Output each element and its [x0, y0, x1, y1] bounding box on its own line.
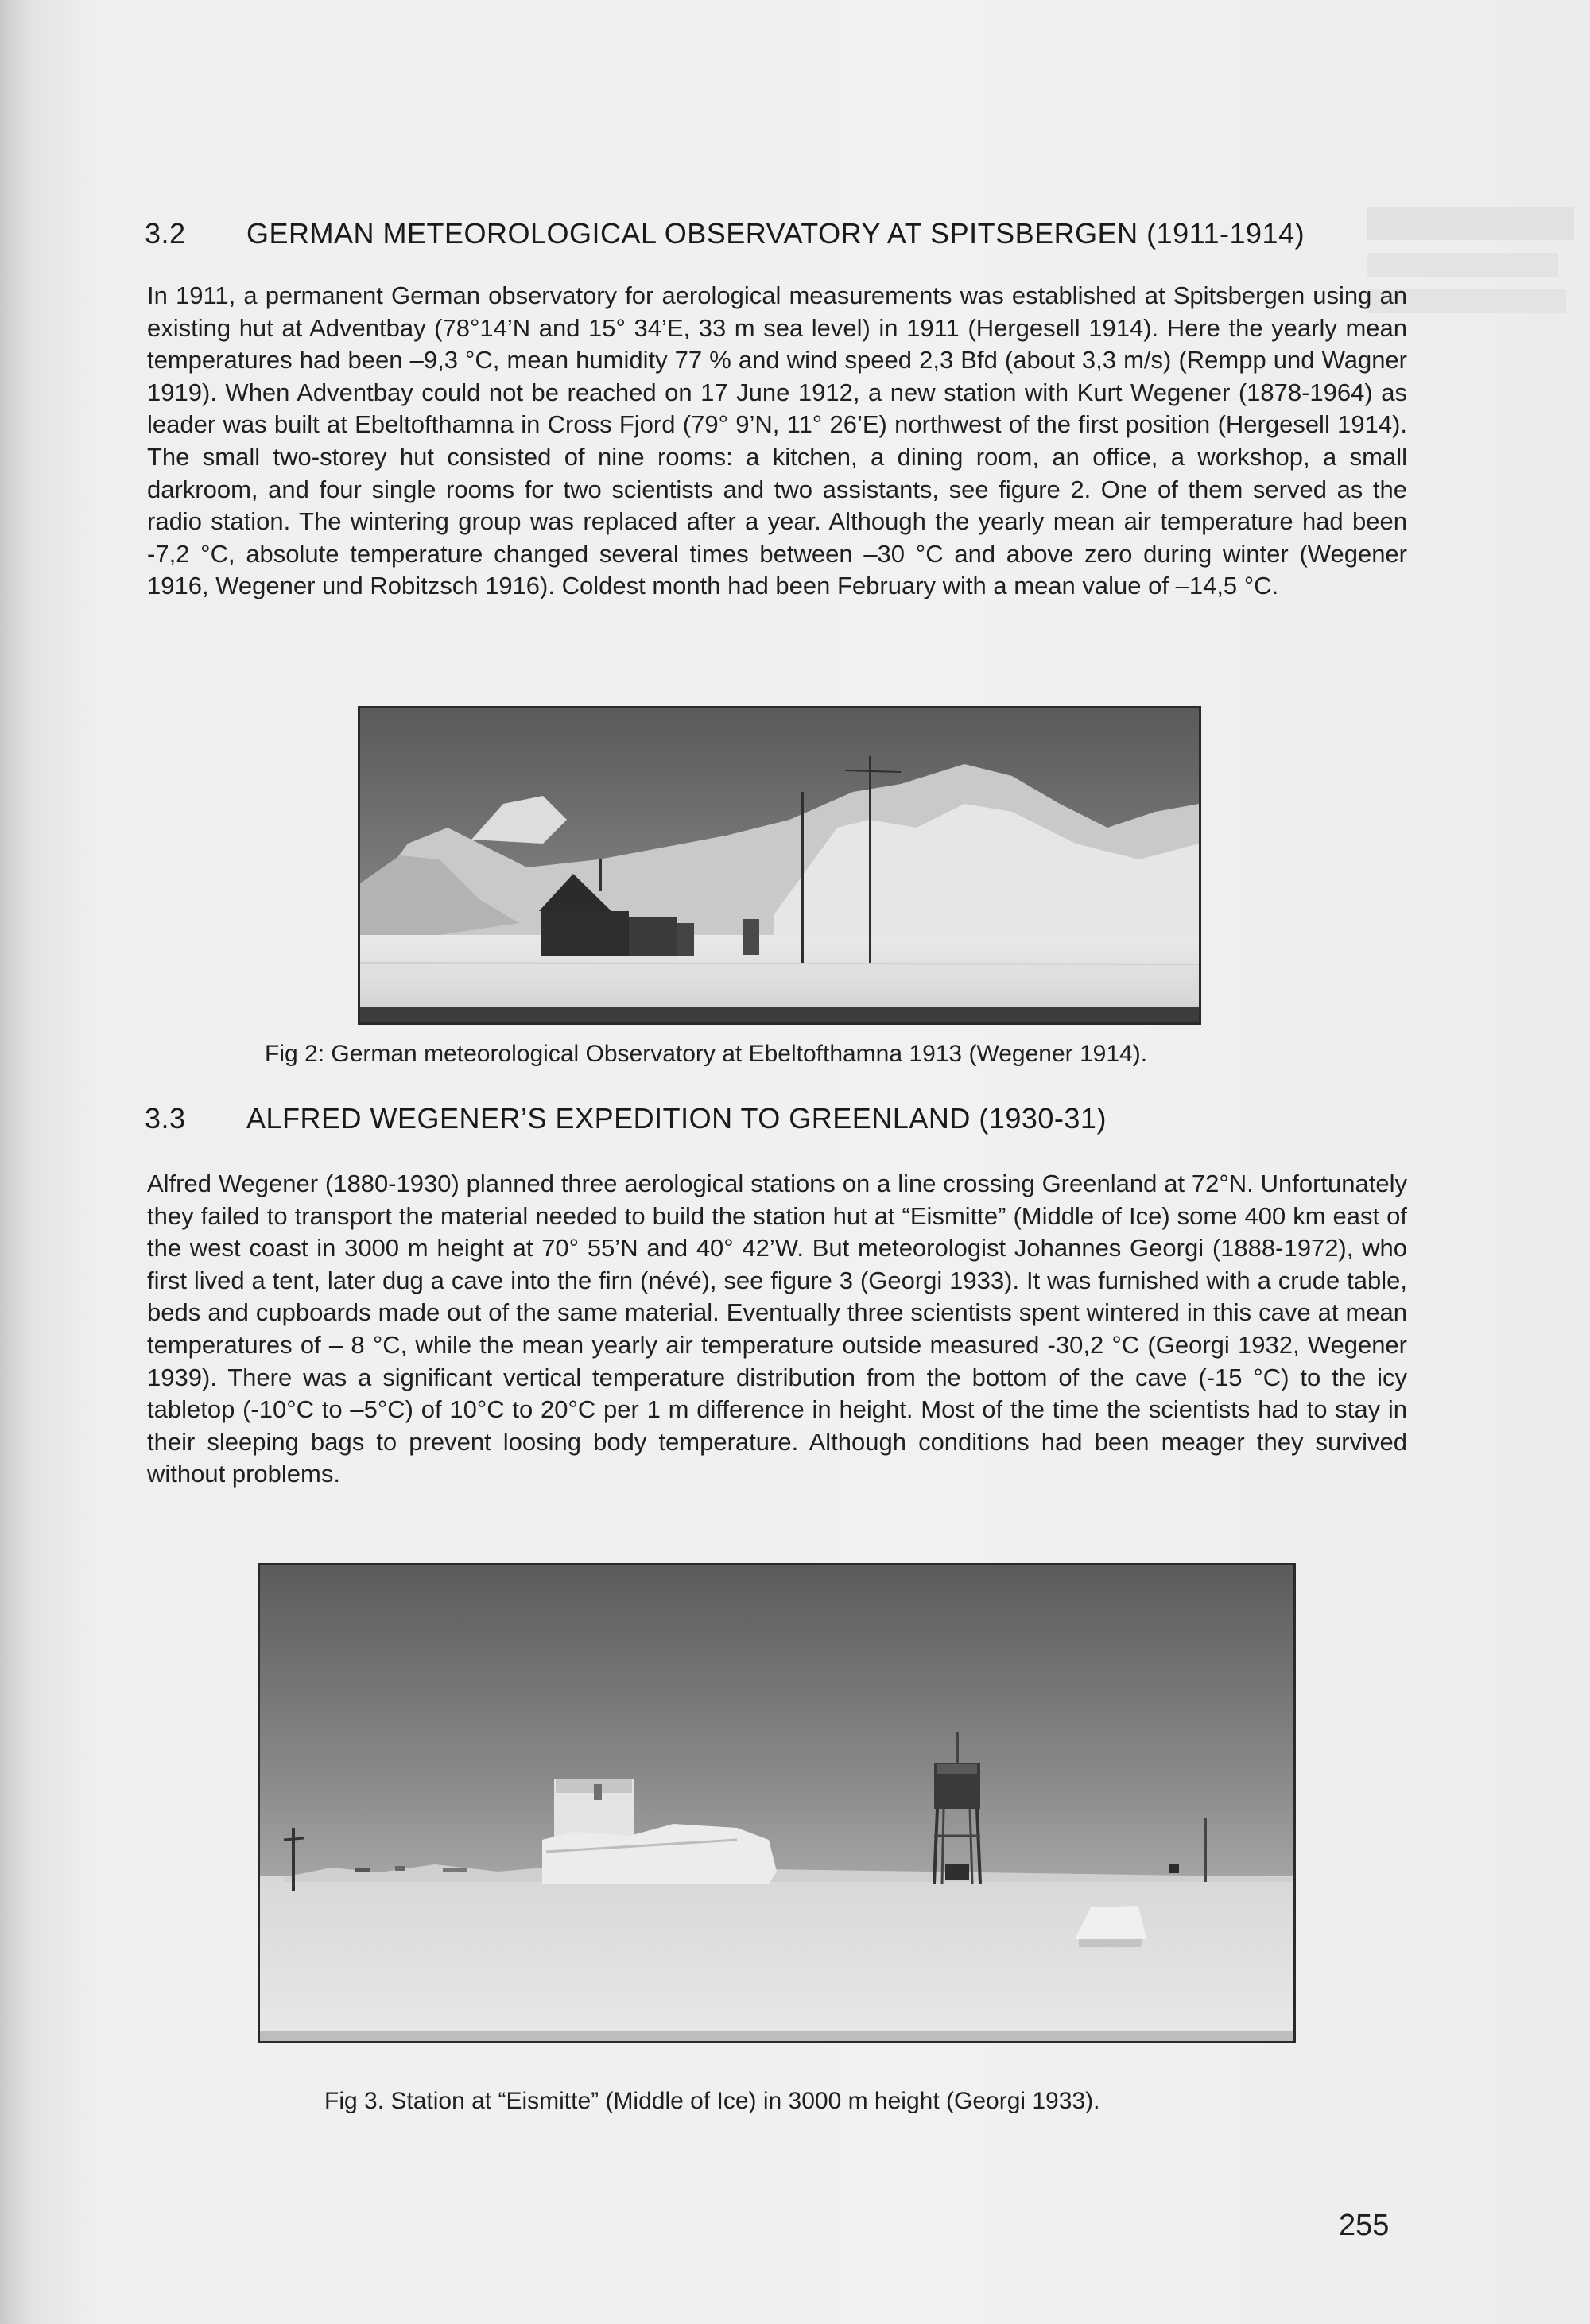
section-title: ALFRED WEGENER’S EXPEDITION TO GREENLAND (1930-31): [246, 1102, 1107, 1135]
section-number: 3.3: [145, 1102, 186, 1135]
section-title: GERMAN METEOROLOGICAL OBSERVATORY AT SPITSBERGEN (1911-1914): [246, 217, 1305, 250]
section-heading-3-3: [145, 1102, 1107, 1135]
observatory-photo-illustration: [360, 708, 1199, 1022]
section-number: 3.2: [145, 217, 186, 250]
figure-3-caption: Fig 3. Station at “Eismitte” (Middle of Ice) in 3000 m height (Georgi 1933).: [324, 2088, 1100, 2114]
section-heading-3-2: [145, 217, 1305, 250]
section-body-3-2: In 1911, a permanent German observatory for aerological measurements was established at Spitsbergen using an existing hut at Adventbay (78°14’N and 15° 34’E, 33 m sea level) in 1911 (Hergesell 1914). Here the yearly mean temperatures had been –9,3 °C, mean humidity 77 % and wind speed 2,3 Bfd (about 3,3 m/s) (Rempp und Wagner 1919). When Adventbay could not be reached on 17 June 1912, a new station with Kurt Wegener (1878-1964) as leader was built at Ebeltofthamna in Cross Fjord (79° 9’N, 11° 26’E) northwest of the first position (Hergesell 1914). The small two-storey hut consisted of nine rooms: a kitchen, a dining room, an office, a workshop, a small darkroom, and four single rooms for two scientists and two assistants, see figure 2. One of them served as the radio station. The wintering group was replaced after a year. Although the yearly mean air temperature had been -7,2 °C, absolute temperature changed several times between –30 °C and above zero during winter (Wegener 1916, Wegener und Robitzsch 1916). Coldest month had been February with a mean value of –14,5 °C.: [147, 281, 1407, 600]
figure-2-photo: [358, 706, 1201, 1025]
eismitte-photo-illustration: [260, 1565, 1293, 2041]
section-body-3-3: Alfred Wegener (1880-1930) planned three aerological stations on a line crossing Greenland at 72°N. Unfortunately they failed to transport the material needed to build the station hut at “Eismitte” (Middle of Ice) some 400 km east of the west coast in 3000 m height at 70° 55’N and 40° 42’W. But meteorologist Johannes Georgi (1888-1972), who first lived a tent, later dug a cave into the firn (névé), see figure 3 (Georgi 1933). It was furnished with a crude table, beds and cupboards made out of the same material. Eventually three scientists spent wintered in this cave at mean temperatures of – 8 °C, while the mean yearly air temperature outside measured -30,2 °C (Georgi 1932, Wegener 1939). There was a significant vertical temperature distribution from the bottom of the cave (-15 °C) to the icy tabletop (-10°C to –5°C) of 10°C to 20°C per 1 m difference in height. Most of the time the scientists had to stay in their sleeping bags to prevent loosing body temperature. Although conditions had been meager they survived without problems.: [147, 1170, 1407, 1488]
page-number: 255: [1339, 2209, 1390, 2242]
figure-2-caption: Fig 2: German meteorological Observatory at Ebeltofthamna 1913 (Wegener 1914).: [265, 1041, 1148, 1067]
figure-3-photo: [258, 1563, 1296, 2043]
